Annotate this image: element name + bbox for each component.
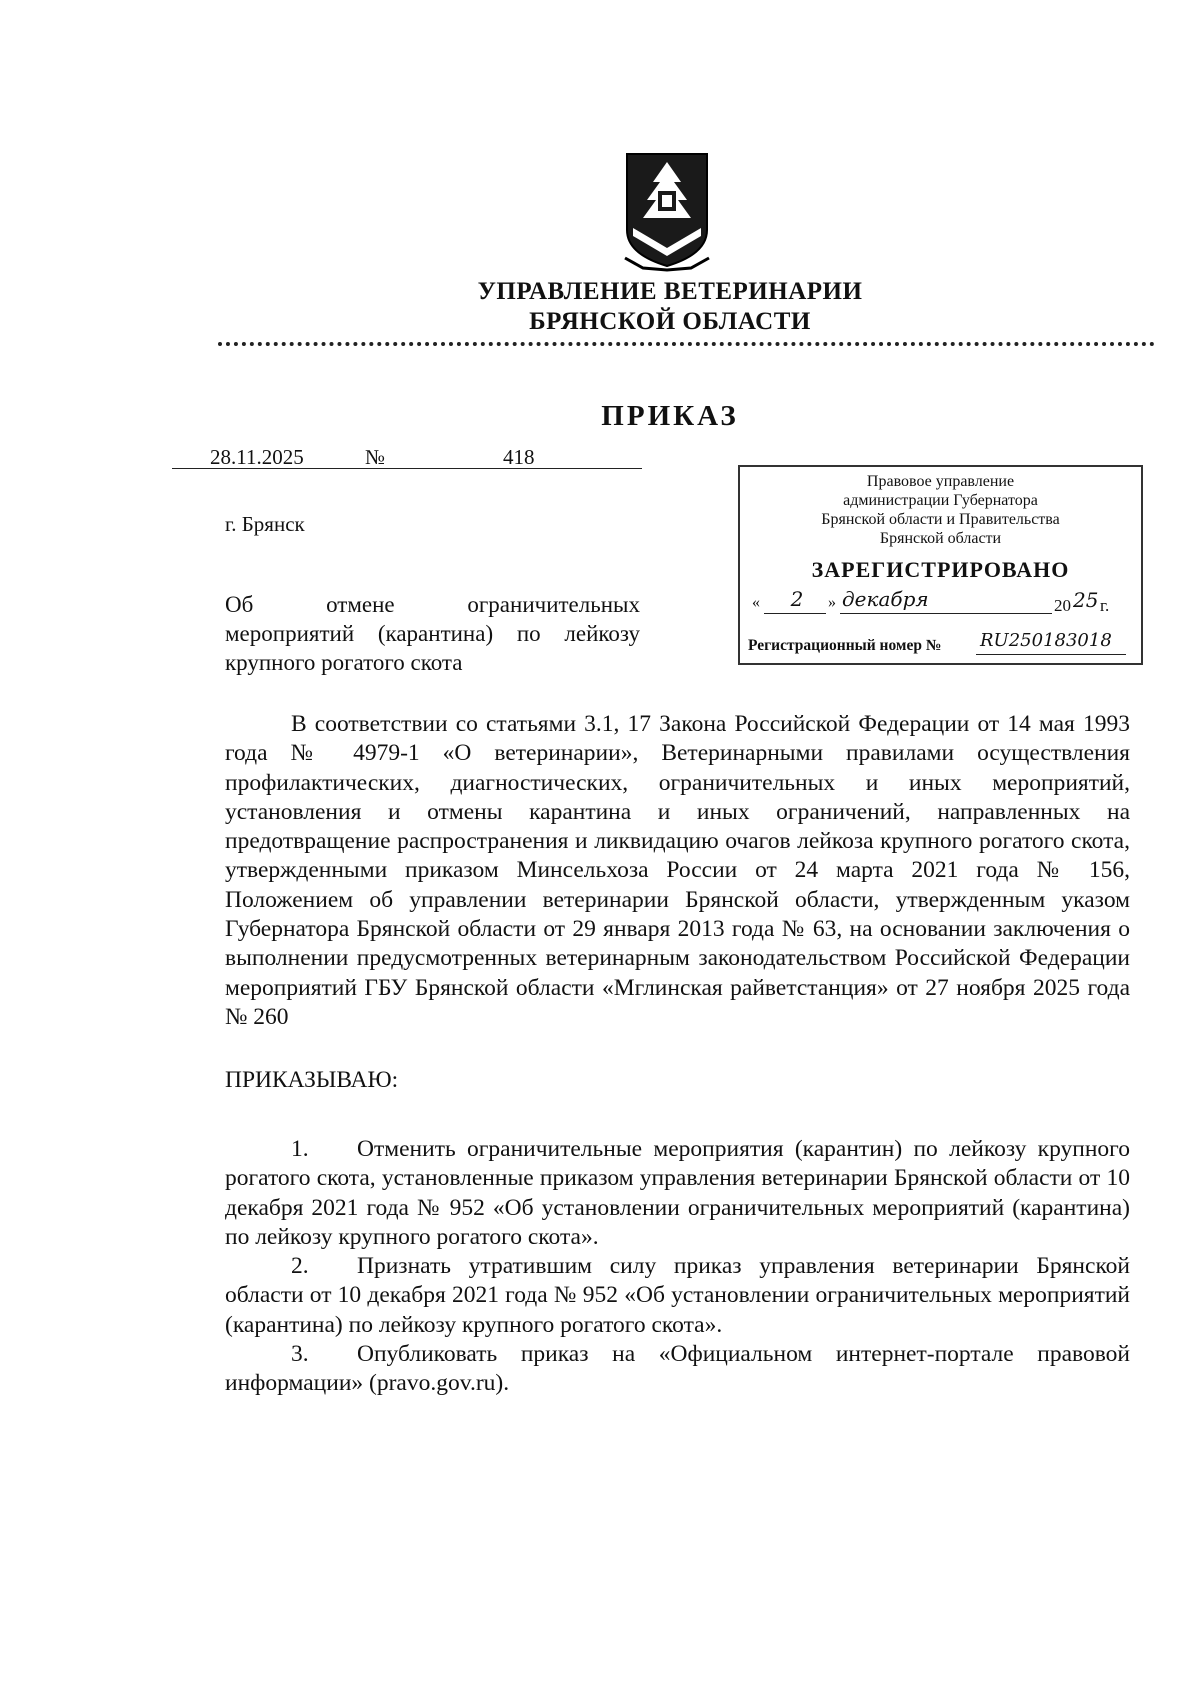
order-subject: Об отмене ограничительных мероприятий (карантина) по лейкозу крупного рогатого скота [225, 592, 640, 675]
stamp-reg-label: Регистрационный номер № [748, 637, 942, 654]
item-text: Признать утратившим силу приказ управления ветеринарии Брянской области от 10 декабря 2021 года № 952 «Об установлении ограничительных мероприятий (карантина) по лейкозу крупного рогатого скота». [225, 1253, 1130, 1338]
list-item [225, 1340, 1130, 1399]
item-number: 1. [291, 1136, 309, 1162]
header-dotted-divider [218, 342, 1155, 346]
order-items-list [225, 1135, 1130, 1399]
item-number: 3. [291, 1341, 309, 1368]
stamp-year-prefix: 20 [1054, 596, 1071, 615]
stamp-line-4: Брянской области [879, 530, 1002, 547]
stamp-day: 2 [790, 587, 804, 611]
order-date: 28.11.2025 [210, 445, 304, 469]
stamp-month: декабря [842, 587, 929, 611]
stamp-day-close-quote: » [828, 594, 836, 611]
stamp-reg-underline [976, 654, 1126, 655]
list-item [225, 1135, 1130, 1252]
item-number: 2. [291, 1253, 309, 1280]
preamble-paragraph: В соответствии со статьями 3.1, 17 Закона Российской Федерации от 14 мая 1993 года № 4979-1 «О ветеринарии», Ветеринарными правилами осуществления профилактических, диагностических, ограничительных и иных мероприятий, установления и отмены карантина и иных ограничений, направленных на предотвращение распространения и ликвидацию очагов лейкоза крупного рогатого скота, утвержденными приказом Минсельхоза России от 24 марта 2021 года № 156, Положением об управлении ветеринарии Брянской области, утвержденным указом Губернатора Брянской области от 29 января 2013 года № 63, на основании заключения о выполнении предусмотренных ветеринарным законодательством Российской Федерации мероприятий ГБУ Брянской области «Мглинская райветстанция» от 27 ноября 2025 года № 260 [225, 711, 1130, 1030]
stamp-year-suffix: 25 [1073, 588, 1099, 612]
org-name-line1: УПРАВЛЕНИЕ ВЕТЕРИНАРИИ [477, 278, 863, 305]
stamp-line-2: администрации Губернатора [843, 492, 1038, 509]
stamp-year-unit: г. [1100, 596, 1110, 615]
item-text: Отменить ограничительные мероприятия (карантин) по лейкозу крупного рогатого скота, установленные приказом управления ветеринарии Брянской области от 10 декабря 2021 года № 952 «Об установлении ограничительных мероприятий (карантина) по лейкозу крупного рогатого скота». [225, 1136, 1130, 1250]
stamp-month-underline [840, 613, 1052, 614]
list-item [225, 1252, 1130, 1340]
order-number: 418 [503, 445, 535, 469]
number-sign: № [365, 445, 386, 469]
stamp-line-1: Правовое управление [866, 473, 1015, 490]
stamp-day-open-quote: « [752, 594, 760, 611]
org-name-line2: БРЯНСКОЙ ОБЛАСТИ [529, 308, 811, 335]
registration-stamp [738, 465, 1143, 665]
item-text: Опубликовать приказ на «Официальном интернет-портале правовой информации» (pravo.gov.ru). [225, 1341, 1130, 1397]
stamp-status: ЗАРЕГИСТРИРОВАНО [811, 557, 1070, 582]
document-type-title: ПРИКАЗ [601, 400, 739, 432]
order-word: ПРИКАЗЫВАЮ: [225, 1067, 399, 1093]
coat-of-arms-emblem [623, 150, 711, 272]
stamp-reg-number: RU250183018 [980, 630, 1112, 651]
stamp-line-3: Брянской области и Правительства [821, 511, 1060, 528]
stamp-day-underline [764, 613, 826, 614]
city: г. Брянск [225, 512, 305, 536]
